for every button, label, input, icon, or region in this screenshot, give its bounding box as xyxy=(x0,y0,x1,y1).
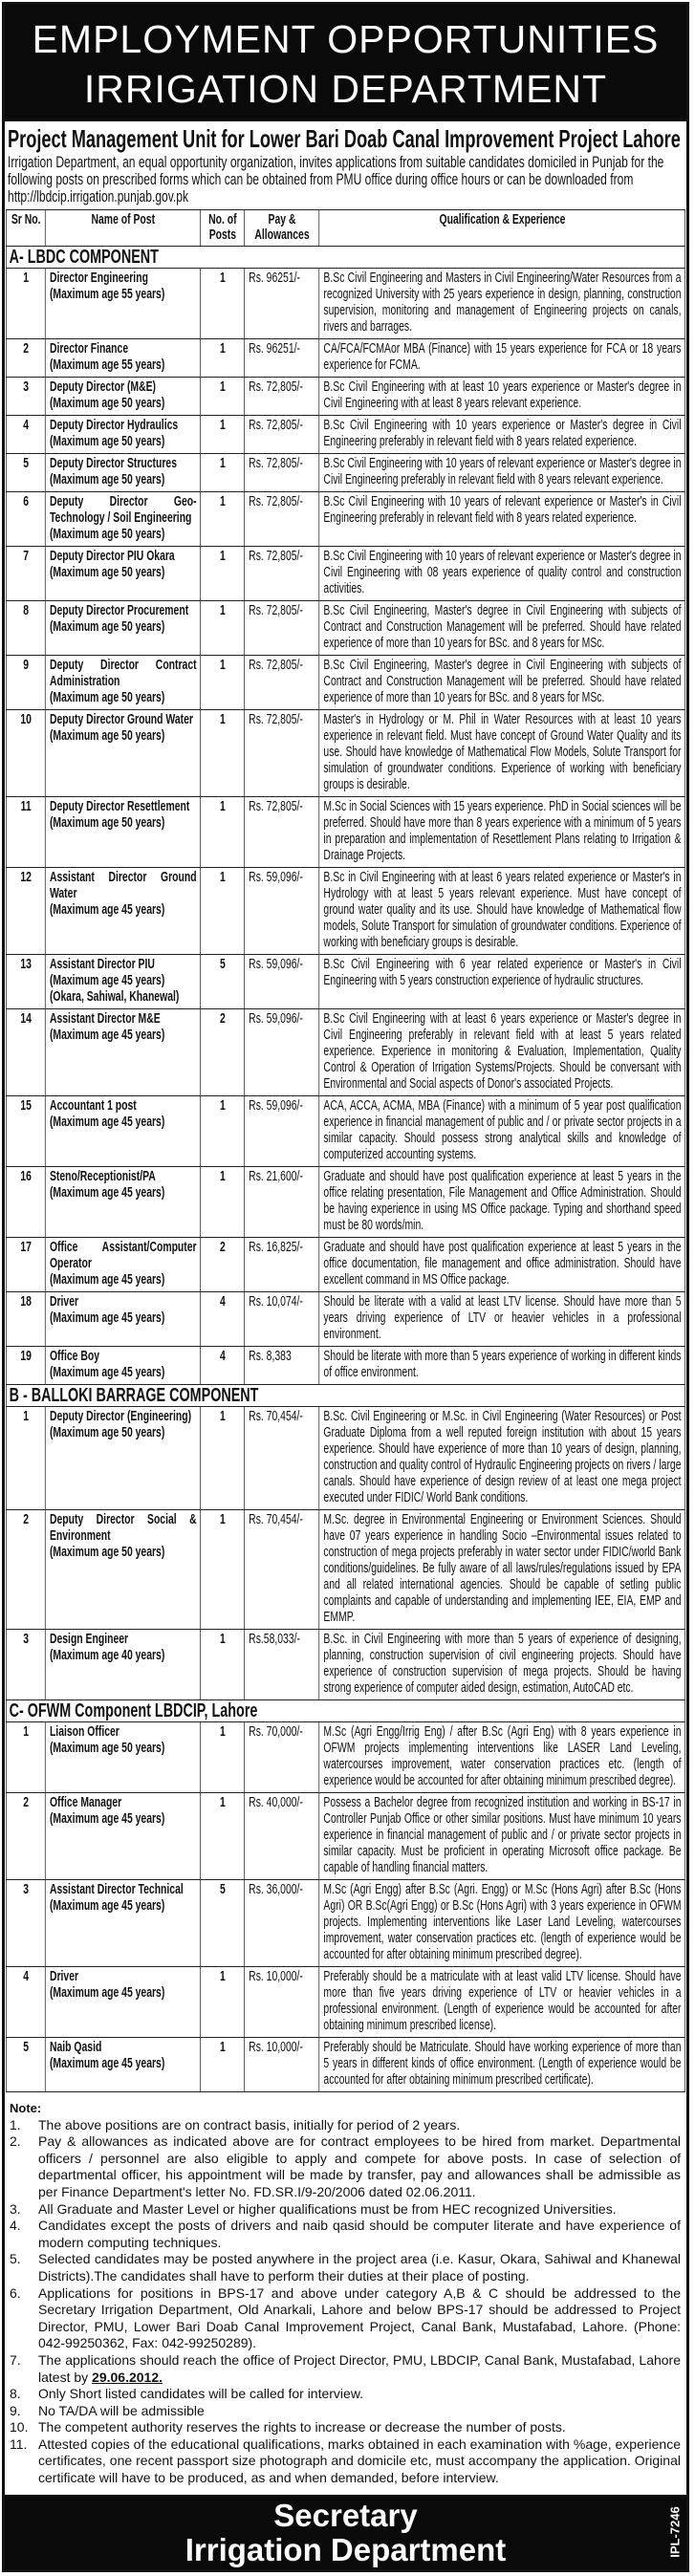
notes-section xyxy=(5,2092,686,2495)
note-number: 10. xyxy=(10,2419,29,2435)
post-name-line: (Okara, Sahiwal, Khanewal) xyxy=(49,989,180,1005)
footer-secretary: Secretary xyxy=(273,2497,418,2533)
number-of-posts: 1 xyxy=(201,868,245,955)
post-name xyxy=(45,1096,200,1167)
sr-number: 9 xyxy=(6,656,45,710)
note-text xyxy=(38,2403,681,2420)
post-name-line: Driver xyxy=(49,1969,79,1984)
note-item xyxy=(10,2201,681,2219)
qualification-experience: Graduate and should have post qualification experience at least 5 years in the office relating presentation, File Management and Office Administration. Should be having experience in using MS Office package. Typing and shorthand speed must be 80 words/min. xyxy=(319,1167,685,1238)
note-item xyxy=(10,2436,681,2487)
post-name-line: (Maximum age 50 years) xyxy=(49,396,165,411)
number-of-posts: 1 xyxy=(201,1967,245,2038)
pay-allowances: Rs. 16,825/- xyxy=(245,1238,319,1292)
note-item xyxy=(10,2419,681,2436)
note-text xyxy=(38,2133,681,2200)
sr-number: 3 xyxy=(6,1630,45,1700)
sr-number: 16 xyxy=(6,1167,45,1238)
number-of-posts: 1 xyxy=(201,547,245,601)
sr-number: 19 xyxy=(6,1347,45,1385)
post-name-line: (Maximum age 50 years) xyxy=(49,1741,165,1756)
table-row xyxy=(6,339,684,378)
post-name-line: Deputy Director Hydraulics xyxy=(49,418,179,433)
post-name-line: Deputy Director Social & Environment xyxy=(49,1512,197,1544)
post-name-line: Assistant Director Ground Water xyxy=(49,870,197,901)
post-name-line: Accountant 1 post xyxy=(49,1098,137,1114)
table-row xyxy=(6,1510,684,1630)
post-name-line: (Maximum age 50 years) xyxy=(49,619,165,635)
sr-number: 12 xyxy=(6,868,45,955)
post-name xyxy=(45,1630,200,1700)
number-of-posts: 1 xyxy=(201,378,245,416)
post-name-line: (Maximum age 50 years) xyxy=(49,1425,165,1440)
sr-number: 14 xyxy=(6,1009,45,1096)
qualification-experience: Should be literate with a valid at least LTV license. Should have more than 5 years driving experience of LTV or heavier vehicles in a professional environment. xyxy=(319,1292,685,1347)
post-name-line: (Maximum age 45 years) xyxy=(49,1898,165,1914)
number-of-posts: 1 xyxy=(201,601,245,656)
note-text xyxy=(38,2285,681,2352)
table-row xyxy=(6,454,684,492)
col-sr: Sr No. xyxy=(6,210,45,247)
post-name-line: Design Engineer xyxy=(49,1632,129,1647)
note-text xyxy=(38,2419,681,2436)
post-name xyxy=(45,1967,200,2038)
post-name-line: Assistant Director PIU xyxy=(49,957,155,972)
number-of-posts: 1 xyxy=(201,339,245,378)
pay-allowances: Rs. 96251/- xyxy=(245,269,319,339)
note-body: Only Short listed candidates will be called for interview. xyxy=(38,2386,364,2402)
table-row xyxy=(6,656,684,710)
qualification-experience: B.Sc Civil Engineering with at least 6 years experience or Master's degree in Civil Engineering preferably in relevant field with at least 5 years related experience. Experience in monitoring & Evaluation, Implementation, Quality Control & Operation of Irrigation Systems/Projects. Should be conversant with Environmental and Social aspects of Donor's associated Projects. xyxy=(319,1009,685,1096)
post-name xyxy=(45,416,200,454)
qualification-experience: B.Sc Civil Engineering with 6 year related experience or Master's in Civil Engineering with 5 years construction experience of hydraulic structures. xyxy=(319,955,685,1009)
number-of-posts: 5 xyxy=(201,1880,245,1967)
post-name-line: Assistant Director M&E xyxy=(49,1011,161,1027)
post-name-line: Deputy Director (Engineering) xyxy=(49,1409,192,1424)
section-header-row xyxy=(6,1700,684,1722)
pay-allowances: Rs. 72,805/- xyxy=(245,601,319,656)
post-name-line: Director Finance xyxy=(49,341,129,357)
post-name-line: Deputy Director Contract Administration xyxy=(49,658,197,689)
table-row xyxy=(6,868,684,955)
pay-allowances: Rs.58,033/- xyxy=(245,1630,319,1700)
col-posts: No. of Posts xyxy=(201,210,245,247)
note-item xyxy=(10,2133,681,2200)
pay-allowances: Rs. 96251/- xyxy=(245,339,319,378)
number-of-posts: 1 xyxy=(201,416,245,454)
sr-number: 5 xyxy=(6,2038,45,2092)
note-body: The applications should reach the office of Project Director, PMU, LBDCIP, Canal Bank, Mustafabad, Lahore latest by xyxy=(38,2351,681,2385)
note-text xyxy=(38,2201,681,2219)
note-text xyxy=(38,2117,681,2134)
post-name-line: (Maximum age 45 years) xyxy=(49,1985,165,2001)
pay-allowances: Rs. 59,096/- xyxy=(245,868,319,955)
note-number: 5. xyxy=(10,2251,21,2267)
table-row xyxy=(6,955,684,1009)
footer-department: Irrigation Department xyxy=(185,2531,507,2567)
pay-allowances: Rs. 70,454/- xyxy=(245,1407,319,1510)
post-name xyxy=(45,955,200,1009)
post-name-line: Steno/Receptionist/PA xyxy=(49,1169,156,1184)
number-of-posts: 1 xyxy=(201,1167,245,1238)
post-name-line: Director Engineering xyxy=(49,271,148,286)
post-name xyxy=(45,1880,200,1967)
post-name-line: (Maximum age 55 years) xyxy=(49,287,165,302)
pay-allowances: Rs. 72,805/- xyxy=(245,454,319,492)
note-item xyxy=(10,2285,681,2352)
table-row xyxy=(6,1880,684,1967)
sr-number: 11 xyxy=(6,797,45,868)
pay-allowances: Rs. 10,000/- xyxy=(245,2038,319,2092)
post-name-line: (Maximum age 50 years) xyxy=(49,1545,165,1560)
table-row xyxy=(6,710,684,797)
post-name-line: (Maximum age 50 years) xyxy=(49,565,165,580)
table-header-row xyxy=(6,210,684,247)
pay-allowances: Rs. 70,454/- xyxy=(245,1510,319,1630)
sr-number: 10 xyxy=(6,710,45,797)
note-item xyxy=(10,2386,681,2403)
post-name-line: Office Boy xyxy=(49,1349,100,1364)
ad-code xyxy=(665,2504,684,2562)
post-name-line: Office Manager xyxy=(49,1795,122,1810)
post-name-line: Office Assistant/Computer Operator xyxy=(49,1240,197,1271)
pay-allowances: Rs. 70,000/- xyxy=(245,1722,319,1793)
post-name xyxy=(45,492,200,547)
number-of-posts: 1 xyxy=(201,797,245,868)
qualification-experience: M.Sc in Social Sciences with 15 years experience. PhD in Social sciences will be preferred. Should have more than 8 years experience with a minimum of 5 years in preparation and implementation of Resettlement Plans relating to Irrigation & Drainage Projects. xyxy=(319,797,685,868)
qualification-experience: ACA, ACCA, ACMA, MBA (Finance) with a minimum of 5 year post qualification experience in financial management of public and / or private sector projects in a similar capacity. Should possess strong analytical skills and knowledge of computerized accounting systems. xyxy=(319,1096,685,1167)
note-number: 2. xyxy=(10,2133,21,2150)
qualification-experience: B.Sc Civil Engineering, Master's degree in Civil Engineering with subjects of Contract and Construction Management will be preferred. Should have related experience of more than 10 years for BSc. and 8 years for MSc. xyxy=(319,601,685,656)
number-of-posts: 5 xyxy=(201,955,245,1009)
pay-allowances: Rs. 72,805/- xyxy=(245,378,319,416)
sr-number: 2 xyxy=(6,1793,45,1880)
qualification-experience: Graduate and should have post qualification experience at least 5 years in the office documentation, file management and office administration. Should have excellent command in MS Office package. xyxy=(319,1238,685,1292)
table-row xyxy=(6,797,684,868)
post-name-line: (Maximum age 45 years) xyxy=(49,973,165,988)
note-number: 6. xyxy=(10,2284,21,2301)
qualification-experience: B.Sc Civil Engineering with 10 years of relevant experience or Master's in Civil Engineering preferably in relevant field with 8 years related experience. xyxy=(319,492,685,547)
col-qualification: Qualification & Experience xyxy=(319,210,685,247)
pay-allowances: Rs. 8,383 xyxy=(245,1347,319,1385)
section-title: C- OFWM Component LBDCIP, Lahore xyxy=(6,1700,684,1722)
post-name xyxy=(45,1238,200,1292)
post-name-line: (Maximum age 55 years) xyxy=(49,357,165,373)
table-row xyxy=(6,1407,684,1510)
note-number: 11. xyxy=(10,2435,28,2452)
pay-allowances: Rs. 72,805/- xyxy=(245,710,319,797)
post-name xyxy=(45,454,200,492)
note-text xyxy=(38,2218,681,2251)
post-name xyxy=(45,2038,200,2092)
post-name xyxy=(45,339,200,378)
note-body: All Graduate and Master Level or higher qualifications must be from HEC recognized Universities. xyxy=(38,2200,617,2217)
note-item xyxy=(10,2117,681,2134)
qualification-experience: Possess a Bachelor degree from recognized institution and working in BS-17 in Controller Punjab Office or other similar positions. Must have minimum 10 years experience in financial management of public and / or private sector projects in similar capacity. Must be proficient in operating Microsoft office package. Be capable of handling financial matters. xyxy=(319,1793,685,1880)
post-name xyxy=(45,656,200,710)
sr-number: 2 xyxy=(6,339,45,378)
pay-allowances: Rs. 59,096/- xyxy=(245,1096,319,1167)
footer-banner xyxy=(5,2495,686,2569)
post-name-line: (Maximum age 45 years) xyxy=(49,1310,165,1326)
table-row xyxy=(6,1722,684,1793)
qualification-experience: B.Sc Civil Engineering, Master's degree in Civil Engineering with subjects of Contract and Construction Management will be preferred. Should have related experience of more than 10 years for BSc. and 8 years for MSc. xyxy=(319,656,685,710)
note-body: No TA/DA will be admissible xyxy=(38,2402,205,2418)
sr-number: 1 xyxy=(6,1407,45,1510)
post-name-line: (Maximum age 45 years) xyxy=(49,1811,165,1827)
post-name-line: Liaison Officer xyxy=(49,1724,119,1740)
post-name-line: Deputy Director Geo-Technology / Soil Engineering xyxy=(49,494,197,526)
note-number: 1. xyxy=(10,2116,21,2132)
post-name-line: (Maximum age 45 years) xyxy=(49,1115,165,1130)
post-name xyxy=(45,1510,200,1630)
note-body: Attested copies of the educational qualifications, marks obtained in each examination with %age, experience certificates, one recent passport size photograph and domicile etc, must accompany the application. Original certificate will have to be produced, as and when demanded, before interview. xyxy=(38,2435,681,2486)
pay-allowances: Rs. 40,000/- xyxy=(245,1793,319,1880)
department-title: IRRIGATION DEPARTMENT xyxy=(83,67,608,111)
table-row xyxy=(6,1238,684,1292)
qualification-experience: B.Sc in Civil Engineering with at least 6 years related experience or Master's in Hydrology with at least 5 years relevant experience. Must have concept of ground water quality and its use. Should have knowledge of Mathematical flow models, Solute Transport for simulation of groundwater conditions. Experience of working with beneficiary groups is desirable. xyxy=(319,868,685,955)
pay-allowances: Rs. 72,805/- xyxy=(245,416,319,454)
number-of-posts: 1 xyxy=(201,1510,245,1630)
pay-allowances: Rs. 10,074/- xyxy=(245,1292,319,1347)
notes-heading: Note: xyxy=(10,2101,42,2115)
number-of-posts: 1 xyxy=(201,1722,245,1793)
post-name-line: (Maximum age 45 years) xyxy=(49,1028,165,1043)
note-text xyxy=(38,2386,681,2403)
number-of-posts: 1 xyxy=(201,1096,245,1167)
table-row xyxy=(6,2038,684,2092)
sr-number: 15 xyxy=(6,1096,45,1167)
pay-allowances: Rs. 72,805/- xyxy=(245,797,319,868)
post-name xyxy=(45,1347,200,1385)
table-row xyxy=(6,547,684,601)
post-name-line: Deputy Director Resettlement xyxy=(49,799,190,814)
post-name xyxy=(45,1722,200,1793)
number-of-posts: 4 xyxy=(201,1292,245,1347)
post-name xyxy=(45,1407,200,1510)
note-body: Pay & allowances as indicated above are for contract employees to be hired from market. Departmental officers / personnel are also eligible to apply and compete for above posts. In case of selection of departmental officer, his appointment will be made by transfer, pay and allowances shall be admissible as per Finance Department's letter No. FD.SR.I/9-20/2006 dated 02.06.2011. xyxy=(38,2133,681,2199)
sr-number: 4 xyxy=(6,416,45,454)
sr-number: 2 xyxy=(6,1510,45,1630)
note-body: The above positions are on contract basis, initially for period of 2 years. xyxy=(38,2116,461,2132)
qualification-experience: Master's in Hydrology or M. Phil in Water Resources with at least 10 years experience in relevant field. Must have concept of Ground Water Quality and its use. Should have knowledge of Mathematical Flow Models, Solute Transport for simulation of groundwater conditions. Experience of working with beneficiary groups is desirable. xyxy=(319,710,685,797)
page-title: EMPLOYMENT OPPORTUNITIES xyxy=(32,17,660,61)
post-name-line: (Maximum age 50 years) xyxy=(49,434,165,449)
table-row xyxy=(6,1793,684,1880)
number-of-posts: 1 xyxy=(201,656,245,710)
table-row xyxy=(6,1967,684,2038)
qualification-experience: Should be literate with more than 5 years experience of working in different kinds of office environment. xyxy=(319,1347,685,1385)
table-row xyxy=(6,1009,684,1096)
note-body: Applications for positions in BPS-17 and above under category A,B & C should be addressed to the Secretary Irrigation Department, Old Anarkali, Lahore and below BPS-17 should be addressed to Project Director, PMU, Lower Bari Doab Canal Improvement Project, Canal Bank, Mustafabad, Lahore. (Phone: 042-99250362, Fax: 042-99250289). xyxy=(38,2284,681,2351)
sr-number: 18 xyxy=(6,1292,45,1347)
post-name-line: (Maximum age 50 years) xyxy=(49,690,165,705)
pay-allowances: Rs. 59,096/- xyxy=(245,1009,319,1096)
note-body: Selected candidates may be posted anywhere in the project area (i.e. Kasur, Okara, Sahiwal and Khanewal Districts).The candidates shall have to perform their duties at their place of posting. xyxy=(38,2251,681,2284)
note-number: 7. xyxy=(10,2351,21,2368)
post-name xyxy=(45,1292,200,1347)
qualification-experience: M.Sc (Agri Engg/Irrig Eng) / after B.Sc (Agri Eng) with 8 years experience in OFWM projects implementing interventions like LASER Land Leveling, watercourses improvement, water conservation practices etc. (length of experience would be accounted for after obtaining minimum prescribed degree). xyxy=(319,1722,685,1793)
table-row xyxy=(6,492,684,547)
post-name-line: (Maximum age 45 years) xyxy=(49,1365,165,1380)
pay-allowances: Rs. 59,096/- xyxy=(245,955,319,1009)
number-of-posts: 1 xyxy=(201,1630,245,1700)
qualification-experience: B.Sc Civil Engineering with at least 10 years experience or Master's degree in Civil Engineering with at least 8 years relevant experience. xyxy=(319,378,685,416)
number-of-posts: 1 xyxy=(201,1793,245,1880)
post-name-line: (Maximum age 40 years) xyxy=(49,1648,165,1663)
number-of-posts: 1 xyxy=(201,1407,245,1510)
post-name-line: Driver xyxy=(49,1294,79,1310)
post-name-line: (Maximum age 45 years) xyxy=(49,2056,165,2071)
pay-allowances: Rs. 36,000/- xyxy=(245,1880,319,1967)
sr-number: 1 xyxy=(6,269,45,339)
post-name-line: Deputy Director Structures xyxy=(49,456,178,471)
note-text xyxy=(38,2251,681,2284)
table-row xyxy=(6,1167,684,1238)
intro-paragraph: Irrigation Department, an equal opportunity organization, invites applications from suitable candidates domiciled in Punjab for the following posts on prescribed forms which can be obtained from PMU office during office hours or can be downloaded from http://lbdcip.irrigation.punjab.gov.pk xyxy=(8,153,664,206)
table-row xyxy=(6,1096,684,1167)
qualification-experience: B.Sc Civil Engineering with 10 years experience or Master's degree in Civil Engineering preferably in relevant field with 8 years related experience. xyxy=(319,416,685,454)
note-number: 8. xyxy=(10,2386,21,2402)
post-name-line: Deputy Director Procurement xyxy=(49,603,189,618)
sr-number: 13 xyxy=(6,955,45,1009)
posts-table xyxy=(6,209,685,2092)
qualification-experience: B.Sc. Civil Engineering or M.Sc. in Civil Engineering (Water Resources) or Post Graduate Diploma from a well reputed foreign institution with about 15 years experience. Should have experience of more than 10 years of design, planning, construction and quality control of Hydraulic Engineering projects on rivers / large canals. Should have experience of design review of at least one mega project executed under FIDIC/ World Bank conditions. xyxy=(319,1407,685,1510)
post-name xyxy=(45,547,200,601)
post-name xyxy=(45,378,200,416)
sr-number: 3 xyxy=(6,1880,45,1967)
note-text xyxy=(38,2436,681,2487)
sr-number: 6 xyxy=(6,492,45,547)
note-item xyxy=(10,2218,681,2251)
qualification-experience: M.Sc (Agri Engg) after B.Sc (Agri. Engg) or M.Sc (Hons Agri) after B.Sc (Hons Agri) OR B.Sc(Agri Engg) or B.Sc (Hons Agri) with 3 years experience in OFWM projects. Implementing interventions like Laser Land Leveling, watercourses improvement, water conservation practices etc. (length of experience would be accounted for after obtaining minimum prescribed degree). xyxy=(319,1880,685,1967)
sr-number: 17 xyxy=(6,1238,45,1292)
note-text xyxy=(38,2352,681,2386)
note-number: 3. xyxy=(10,2200,21,2217)
note-item xyxy=(10,2251,681,2284)
qualification-experience: Preferably should be a matriculate with at least valid LTV license. Should have more than five years driving experience of LTV or heavier vehicles in a professional environment. (Length of experience would be accounted for after obtaining minimum prescribed license). xyxy=(319,1967,685,2038)
note-item xyxy=(10,2403,681,2420)
post-name xyxy=(45,601,200,656)
qualification-experience: B.Sc Civil Engineering with 10 years of relevant experience or Master's degree in Civil Engineering preferably in relevant field with 8 years relevant experience. xyxy=(319,454,685,492)
number-of-posts: 1 xyxy=(201,454,245,492)
post-name-line: Assistant Director Technical xyxy=(49,1882,184,1897)
number-of-posts: 1 xyxy=(201,492,245,547)
post-name xyxy=(45,868,200,955)
note-item xyxy=(10,2352,681,2386)
post-name xyxy=(45,710,200,797)
pay-allowances: Rs. 21,600/- xyxy=(245,1167,319,1238)
sr-number: 1 xyxy=(6,1722,45,1793)
qualification-experience: CA/FCA/FCMAor MBA (Finance) with 15 years experience for FCA or 18 years experience for FCMA. xyxy=(319,339,685,378)
project-subtitle: Project Management Unit for Lower Bari Doab Canal Improvement Project Lahore xyxy=(8,124,681,153)
table-row xyxy=(6,601,684,656)
number-of-posts: 2 xyxy=(201,1238,245,1292)
posts-table-wrapper xyxy=(6,209,685,2092)
section-header-row xyxy=(6,1385,684,1407)
sr-number: 8 xyxy=(6,601,45,656)
pay-allowances: Rs. 72,805/- xyxy=(245,492,319,547)
post-name-line: Deputy Director (M&E) xyxy=(49,379,157,395)
sr-number: 7 xyxy=(6,547,45,601)
table-row xyxy=(6,1347,684,1385)
deadline-date: 29.06.2012. xyxy=(92,2369,163,2385)
qualification-experience: M.Sc. degree in Environmental Engineering or Environment Sciences. Should have 07 years experience in handling Socio –Environmental issues related to construction of mega projects preferably in water sector under FIDIC/world Bank conditions/guidelines. Be fully aware of all laws/rules/regulations issued by EPA and all related international agencies. Should be capable of setling public complaints and capable of understanding and implementing IEE, EIA, EMP and EMMP. xyxy=(319,1510,685,1630)
note-body: Candidates except the posts of drivers and naib qasid should be computer literate and have experience of modern computing techniques. xyxy=(38,2218,681,2250)
note-body: The competent authority reserves the rights to increase or decrease the number of posts. xyxy=(38,2419,566,2435)
post-name-line: (Maximum age 50 years) xyxy=(49,527,165,542)
ad-code-text: IPL-7246 xyxy=(667,2505,683,2558)
qualification-experience: Preferably should be Matriculate. Should have working experience of more than 5 years in different kinds of office environment. (Length of experience would be accounted for after obtaining minimum prescribed certificate). xyxy=(319,2038,685,2092)
number-of-posts: 2 xyxy=(201,1009,245,1096)
table-row xyxy=(6,416,684,454)
table-row xyxy=(6,378,684,416)
qualification-experience: B.Sc Civil Engineering and Masters in Civil Engineering/Water Resources from a recognized University with 25 years experience in design, planning, construction supervision, monitoring and management of Engineering projects on canals, rivers and barrages. xyxy=(319,269,685,339)
table-row xyxy=(6,1630,684,1700)
note-number: 9. xyxy=(10,2402,21,2418)
post-name xyxy=(45,797,200,868)
post-name-line: Deputy Director Ground Water xyxy=(49,712,193,727)
qualification-experience: B.Sc Civil Engineering with 10 years of relevant experience or Master's degree in Civil Engineering with 08 years experience of quality control and construction activities. xyxy=(319,547,685,601)
section-title: B - BALLOKI BARRAGE COMPONENT xyxy=(6,1385,684,1407)
sr-number: 5 xyxy=(6,454,45,492)
post-name-line: (Maximum age 45 years) xyxy=(49,1272,165,1288)
table-row xyxy=(6,1292,684,1347)
post-name-line: (Maximum age 45 years) xyxy=(49,1185,165,1201)
ad-border xyxy=(2,2,689,2572)
table-row xyxy=(6,269,684,339)
post-name-line: Naib Qasid xyxy=(49,2040,102,2055)
number-of-posts: 1 xyxy=(201,269,245,339)
pay-allowances: Rs. 72,805/- xyxy=(245,656,319,710)
post-name-line: (Maximum age 45 years) xyxy=(49,902,165,918)
post-name xyxy=(45,1793,200,1880)
post-name xyxy=(45,269,200,339)
number-of-posts: 1 xyxy=(201,2038,245,2092)
post-name-line: (Maximum age 50 years) xyxy=(49,472,165,487)
sr-number: 4 xyxy=(6,1967,45,2038)
col-pay: Pay & Allowances xyxy=(245,210,319,247)
pay-allowances: Rs. 10,000/- xyxy=(245,1967,319,2038)
pay-allowances: Rs. 72,805/- xyxy=(245,547,319,601)
section-title: A- LBDC COMPONENT xyxy=(6,247,684,269)
number-of-posts: 1 xyxy=(201,710,245,797)
post-name-line: Deputy Director PIU Okara xyxy=(49,549,175,564)
col-name: Name of Post xyxy=(45,210,200,247)
title-banner xyxy=(5,5,686,121)
post-name xyxy=(45,1009,200,1096)
sr-number: 3 xyxy=(6,378,45,416)
post-name xyxy=(45,1167,200,1238)
note-number: 4. xyxy=(10,2218,21,2234)
section-header-row xyxy=(6,247,684,269)
number-of-posts: 4 xyxy=(201,1347,245,1385)
qualification-experience: B.Sc. in Civil Engineering with more than 5 years of experience of designing, planning, construction supervision of civil engineering projects. Should have experience of construction supervision of mega projects. Should be having strong experience of computer aided design, estimation, AutoCAD etc. xyxy=(319,1630,685,1700)
post-name-line: (Maximum age 50 years) xyxy=(49,728,165,744)
post-name-line: (Maximum age 50 years) xyxy=(49,815,165,831)
